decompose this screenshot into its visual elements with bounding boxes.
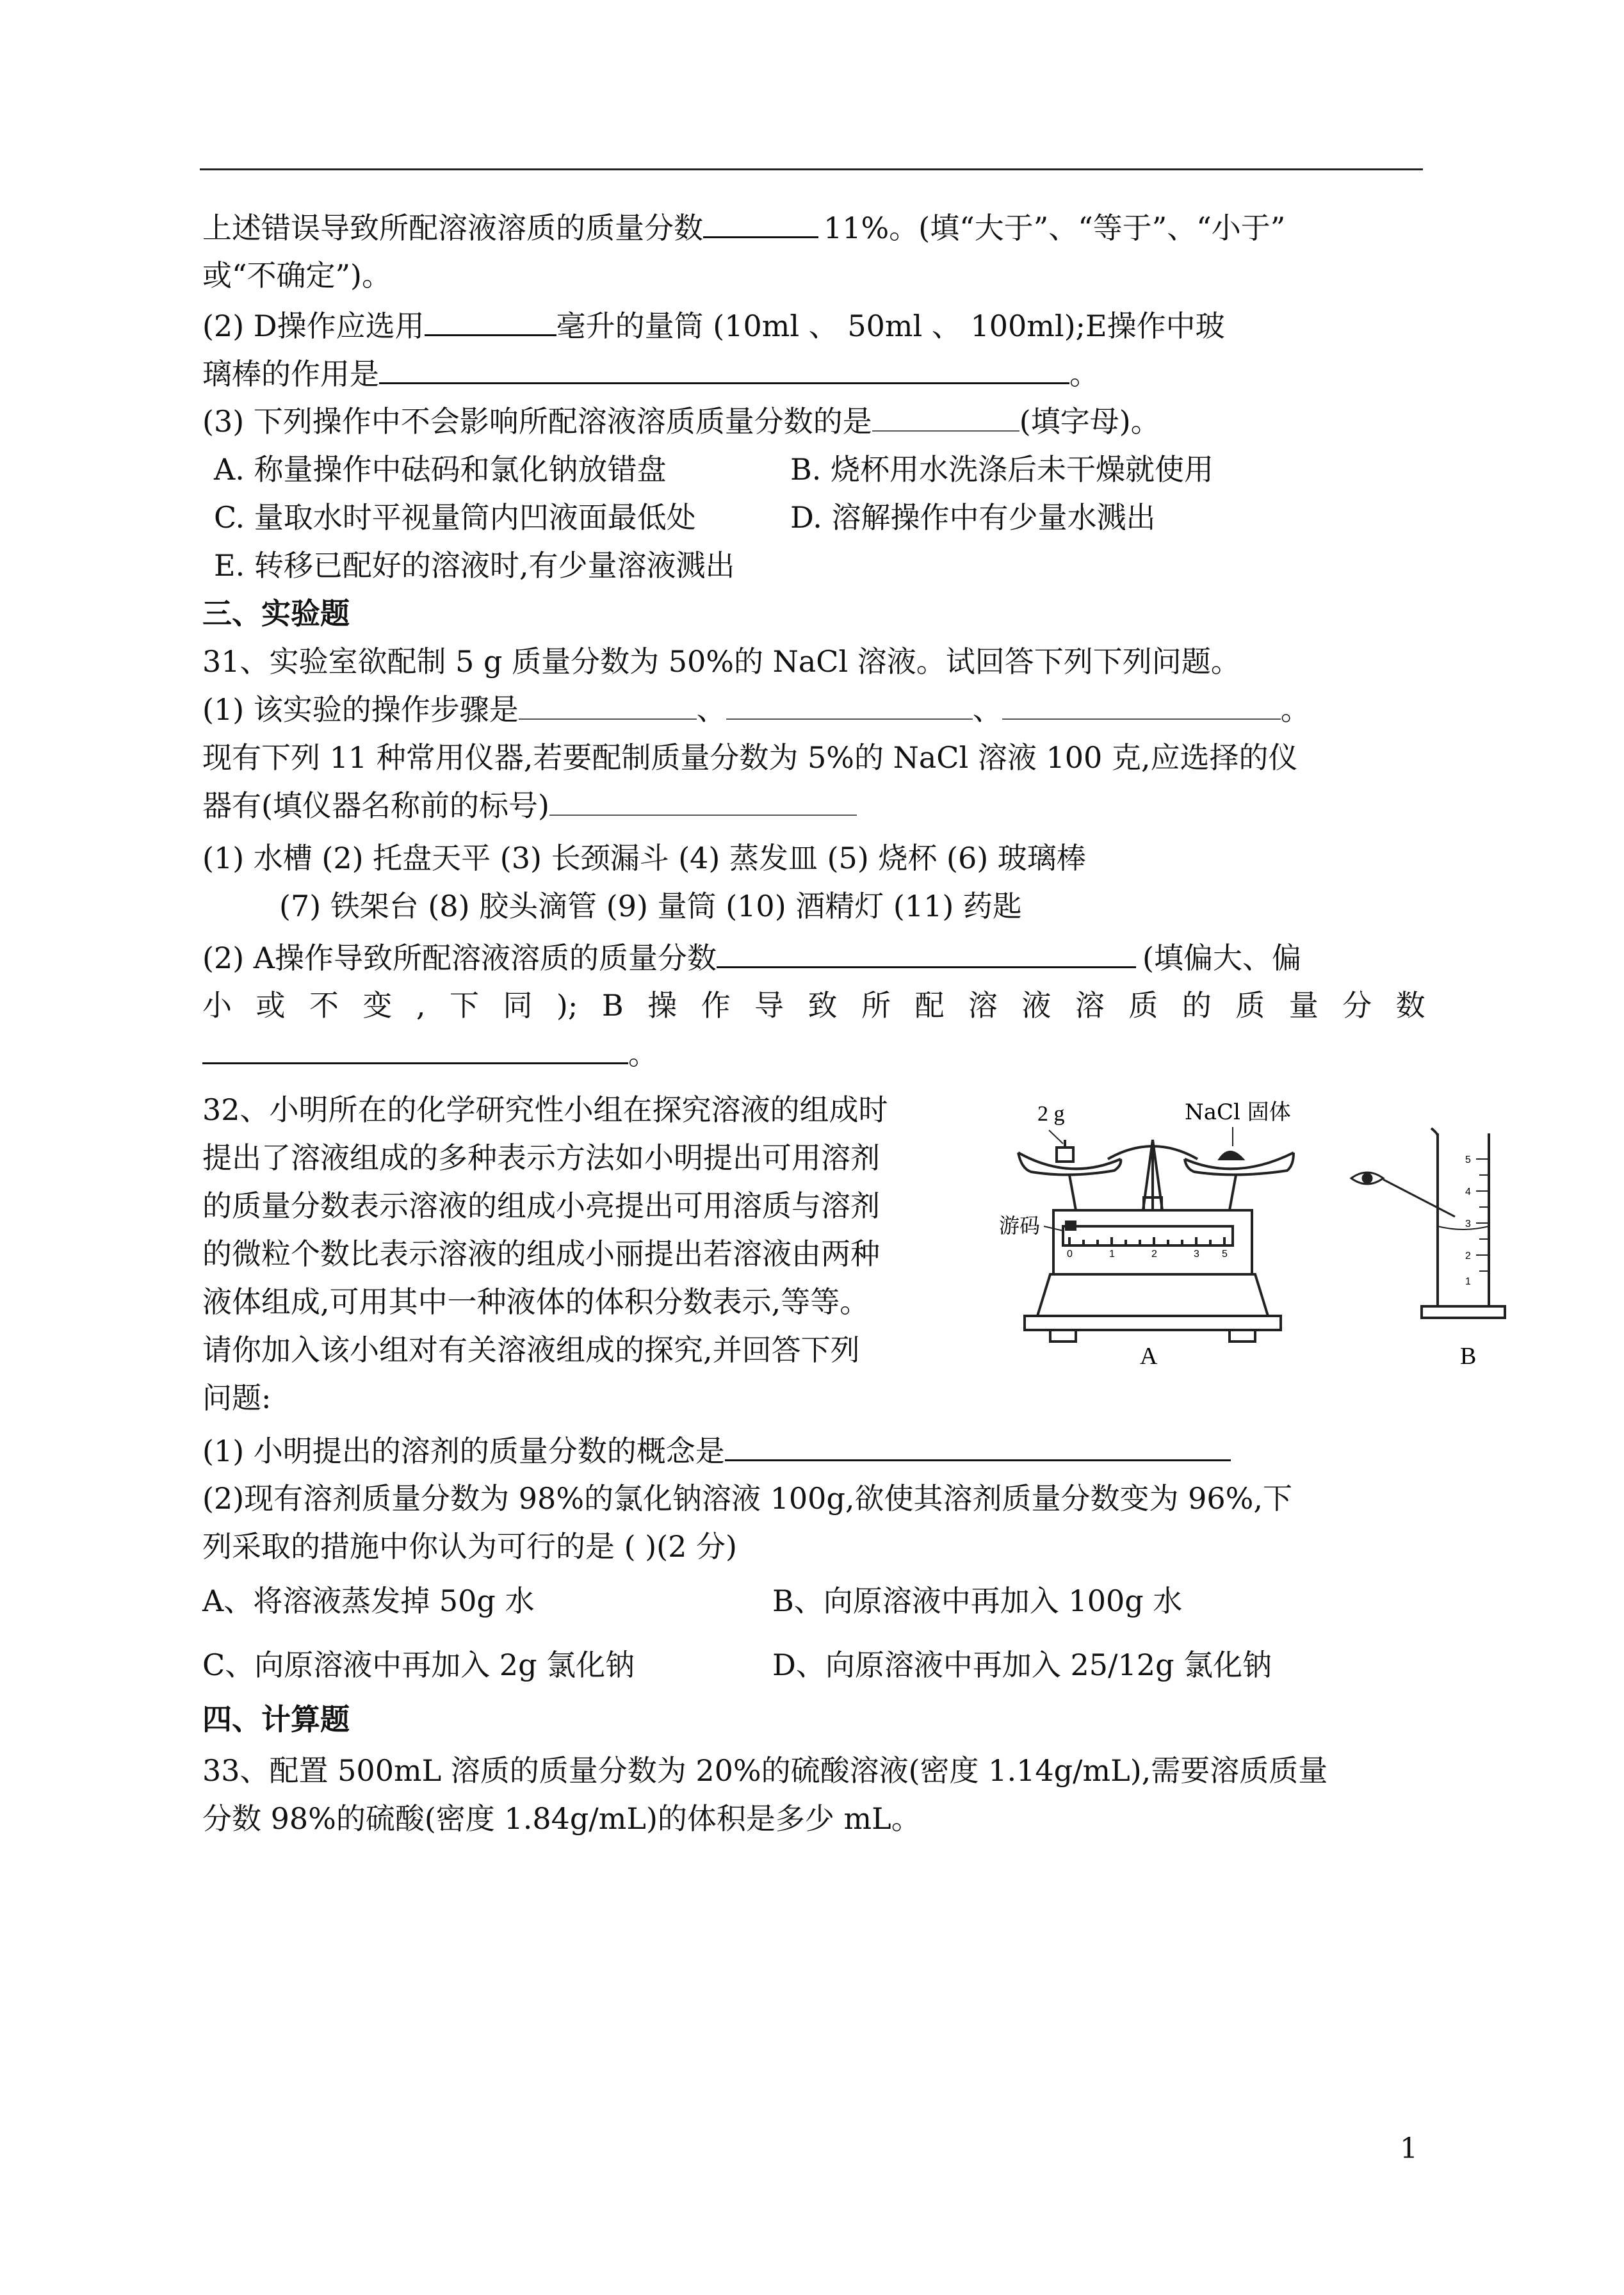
text-line: 的质量分数表示溶液的组成小亮提出可用溶质与溶剂 — [202, 1188, 880, 1223]
section-heading: 三、实验题 — [202, 596, 350, 631]
balance-and-cylinder-figure — [999, 1095, 1498, 1377]
answer-blank[interactable] — [549, 786, 857, 816]
answer-blank[interactable] — [725, 1431, 1231, 1461]
nacl-label: NaCl 固体 — [1185, 1099, 1291, 1125]
text-line: 分数 98%的硫酸(密度 1.84g/mL)的体积是多少 mL。 — [202, 1801, 921, 1836]
rider — [1066, 1222, 1075, 1229]
option-line: A. 称量操作中砝码和氯化钠放错盘 B. 烧杯用水洗涤后未干燥就使用 — [214, 452, 1214, 487]
answer-blank[interactable] — [717, 938, 1136, 968]
weight-label: 2 g — [1037, 1102, 1065, 1126]
instrument-list: (7) 铁架台 (8) 胶头滴管 (9) 量筒 (10) 酒精灯 (11) 药匙 — [279, 889, 1022, 923]
text-line: 液体组成,可用其中一种液体的体积分数表示,等等。 — [202, 1285, 870, 1319]
answer-blank[interactable] — [703, 208, 818, 238]
cylinder-tick-label: 4 — [1465, 1187, 1471, 1197]
balance-base — [1037, 1274, 1268, 1316]
weight-2g — [1057, 1148, 1073, 1162]
text-line: 的微粒个数比表示溶液的组成小丽提出若溶液由两种 — [202, 1237, 880, 1271]
section-heading: 四、计算题 — [202, 1702, 350, 1737]
cylinder-tick-label: 1 — [1465, 1276, 1471, 1287]
page-number: 1 — [1400, 2132, 1418, 2165]
nacl-solid — [1220, 1152, 1242, 1159]
answer-blank[interactable] — [872, 402, 1019, 432]
text-line: (2) D操作应选用 毫升的量筒 (10ml 、 50ml 、 100ml);E操作中玻 — [202, 306, 1225, 345]
text-line: (2)现有溶剂质量分数为 98%的氯化钠溶液 100g,欲使其溶剂质量分数变为 96%,下 — [202, 1481, 1292, 1516]
answer-blank[interactable] — [1002, 690, 1281, 720]
text-line: 或“不确定”)。 — [202, 258, 391, 293]
question-33: 33、配置 500mL 溶质的质量分数为 20%的硫酸溶液(密度 1.14g/mL),需要溶质质量 — [202, 1753, 1328, 1788]
text-line: (1) 该实验的操作步骤是 、 、 。 — [202, 690, 1310, 729]
text-line: 请你加入该小组对有关溶液组成的探究,并回答下列 — [202, 1333, 860, 1367]
justified-line: 小 或 不 变 , 下 同 ); B 操 作 导 致 所 配 溶 液 溶 质 的 质 量 分 数 — [202, 988, 1425, 1023]
text-line: 提出了溶液组成的多种表示方法如小明提出可用溶剂 — [202, 1140, 880, 1175]
answer-blank[interactable] — [519, 690, 697, 720]
text-line: 问题: — [202, 1381, 272, 1415]
question-32: 32、小明所在的化学研究性小组在探究溶液的组成时 — [202, 1092, 888, 1127]
text-line: (2) A操作导致所配溶液溶质的质量分数 (填偏大、偏 — [202, 938, 1301, 977]
eye-icon — [1351, 1172, 1455, 1217]
header-rule — [200, 168, 1423, 170]
text-line: 列采取的措施中你认为可行的是 ( )(2 分) — [202, 1529, 737, 1564]
question-31: 31、实验室欲配制 5 g 质量分数为 50%的 NaCl 溶液。试回答下列下列问题。 — [202, 644, 1240, 679]
text-line: 器有(填仪器名称前的标号) — [202, 786, 857, 825]
answer-blank[interactable] — [379, 354, 1069, 384]
option-line: C、向原溶液中再加入 2g 氯化钠 D、向原溶液中再加入 25/12g 氯化钠 — [202, 1648, 1272, 1682]
beam-scale — [1063, 1226, 1233, 1245]
label-a: A — [1140, 1343, 1158, 1370]
option-line: C. 量取水时平视量筒内凹液面最低处 D. 溶解操作中有少量水溅出 — [214, 500, 1156, 535]
answer-blank[interactable] — [202, 1034, 628, 1064]
scale-tick-label: 1 — [1109, 1249, 1115, 1260]
text-line: 璃棒的作用是 。 — [202, 354, 1099, 393]
scale-tick-label: 0 — [1067, 1249, 1073, 1260]
option-line: A、将溶液蒸发掉 50g 水 B、向原溶液中再加入 100g 水 — [202, 1584, 1183, 1618]
text-line: 上述错误导致所配溶液溶质的质量分数 11%。(填“大于”、“等于”、“小于” — [202, 208, 1285, 247]
text-line: 。 — [202, 1034, 658, 1073]
scale-tick-label: 5 — [1222, 1249, 1228, 1260]
instrument-list: (1) 水槽 (2) 托盘天平 (3) 长颈漏斗 (4) 蒸发皿 (5) 烧杯 (6) 玻璃棒 — [202, 841, 1086, 875]
answer-blank[interactable] — [726, 690, 973, 720]
text-line: (1) 小明提出的溶剂的质量分数的概念是 — [202, 1431, 1231, 1470]
option-line: E. 转移已配好的溶液时,有少量溶液溅出 — [214, 548, 735, 583]
label-b: B — [1460, 1343, 1477, 1370]
cylinder-tick-label: 5 — [1465, 1155, 1471, 1165]
scale-tick-label: 3 — [1194, 1249, 1199, 1260]
scale-tick-label: 2 — [1151, 1249, 1157, 1260]
answer-blank[interactable] — [425, 306, 556, 336]
rider-label: 游码 — [999, 1213, 1041, 1238]
text-line: 现有下列 11 种常用仪器,若要配制质量分数为 5%的 NaCl 溶液 100 克,应选择的仪 — [202, 740, 1298, 775]
text-line: (3) 下列操作中不会影响所配溶液溶质质量分数的是 (填字母)。 — [202, 402, 1160, 441]
cylinder-tick-label: 3 — [1465, 1219, 1471, 1229]
graduated-cylinder — [1422, 1128, 1505, 1318]
cylinder-tick-label: 2 — [1465, 1251, 1471, 1261]
